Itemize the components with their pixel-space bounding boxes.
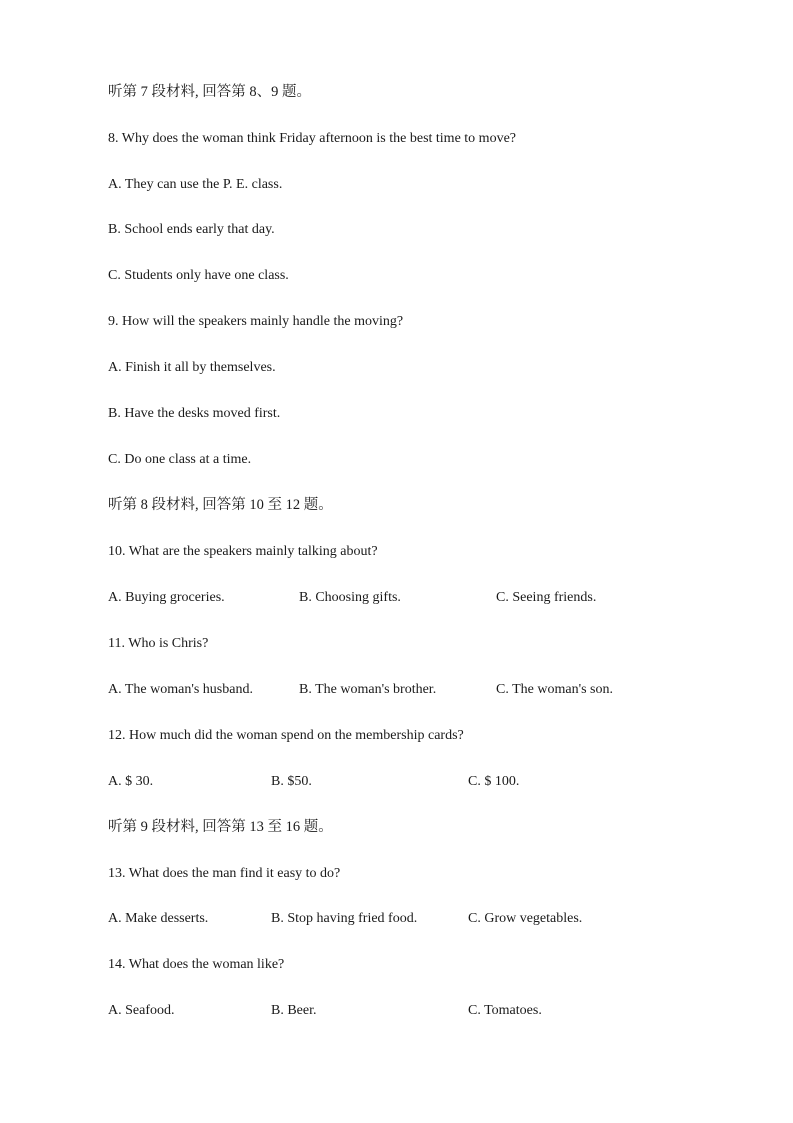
- question-14-option-a: A. Seafood.: [108, 1003, 175, 1018]
- question-9-option-c: C. Do one class at a time.: [108, 452, 252, 467]
- question-9-option-a: A. Finish it all by themselves.: [108, 360, 276, 375]
- question-8-option-c: C. Students only have one class.: [108, 268, 289, 283]
- question-14-option-c: C. Tomatoes.: [468, 1003, 542, 1018]
- section-heading-7: 听第 7 段材料, 回答第 8、9 题。: [108, 84, 311, 100]
- question-13-option-c: C. Grow vegetables.: [468, 911, 583, 926]
- question-9-stem: 9. How will the speakers mainly handle the moving?: [108, 314, 404, 329]
- question-10-option-a: A. Buying groceries.: [108, 590, 225, 605]
- question-10-stem: 10. What are the speakers mainly talking about?: [108, 544, 378, 559]
- question-12-option-a: A. $ 30.: [108, 774, 154, 789]
- question-11-option-a: A. The woman's husband.: [108, 682, 253, 697]
- question-8-option-b: B. School ends early that day.: [108, 222, 275, 237]
- question-10-option-c: C. Seeing friends.: [496, 590, 597, 605]
- question-10-option-b: B. Choosing gifts.: [299, 590, 401, 605]
- question-14-option-b: B. Beer.: [271, 1003, 317, 1018]
- question-8-stem: 8. Why does the woman think Friday afternoon is the best time to move?: [108, 131, 516, 146]
- question-11-stem: 11. Who is Chris?: [108, 636, 209, 651]
- question-14-stem: 14. What does the woman like?: [108, 957, 285, 972]
- section-heading-9: 听第 9 段材料, 回答第 13 至 16 题。: [108, 819, 333, 835]
- question-12-option-c: C. $ 100.: [468, 774, 520, 789]
- question-12-option-b: B. $50.: [271, 774, 312, 789]
- question-8-option-a: A. They can use the P. E. class.: [108, 177, 283, 192]
- question-11-option-c: C. The woman's son.: [496, 682, 613, 697]
- question-9-option-b: B. Have the desks moved first.: [108, 406, 281, 421]
- question-11-option-b: B. The woman's brother.: [299, 682, 437, 697]
- question-13-stem: 13. What does the man find it easy to do?: [108, 866, 341, 881]
- question-13-option-b: B. Stop having fried food.: [271, 911, 418, 926]
- question-12-stem: 12. How much did the woman spend on the membership cards?: [108, 728, 464, 743]
- question-13-option-a: A. Make desserts.: [108, 911, 209, 926]
- section-heading-8: 听第 8 段材料, 回答第 10 至 12 题。: [108, 497, 333, 513]
